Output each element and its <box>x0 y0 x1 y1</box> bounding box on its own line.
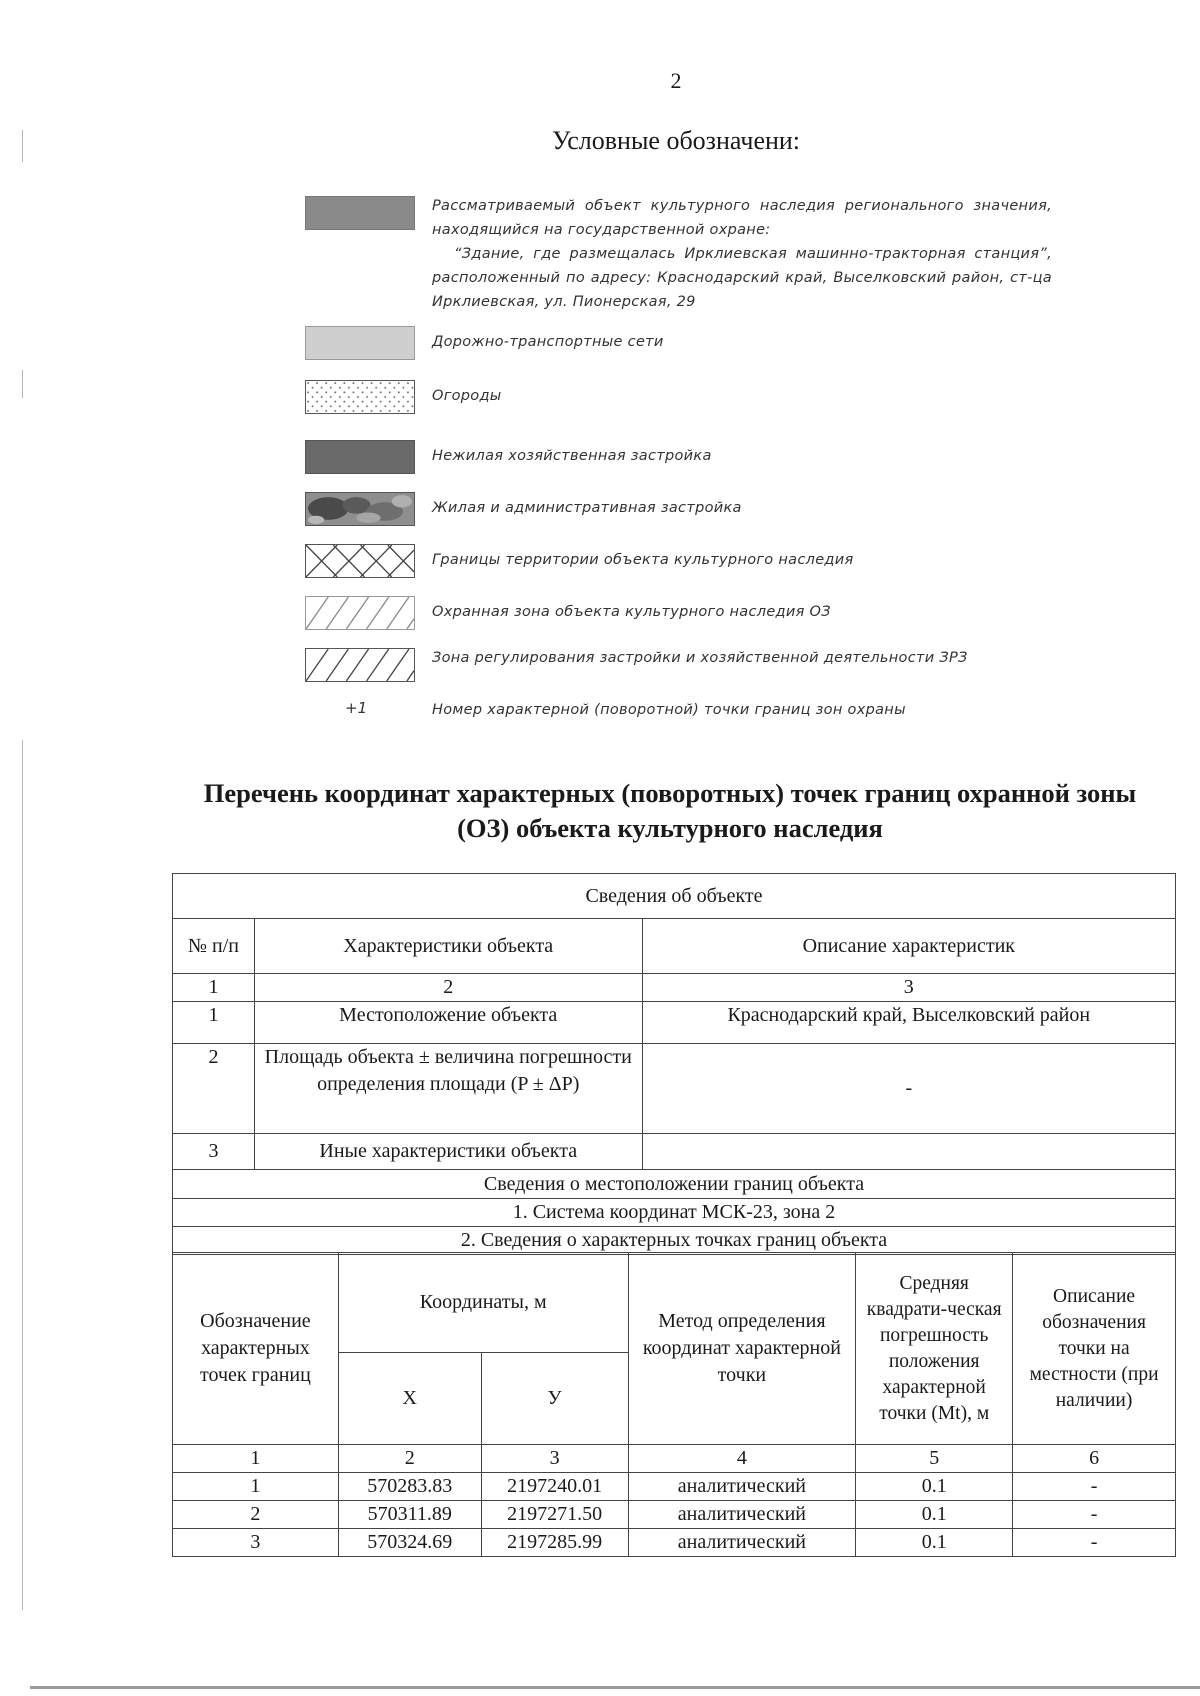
legend-text: Номер характерной (поворотной) точки границ зон охраны <box>432 702 906 718</box>
crosshatch-swatch-icon <box>305 544 415 578</box>
dotted-swatch-icon <box>305 380 415 414</box>
column-header: Описание характеристик <box>642 919 1175 974</box>
dark-gray-swatch-icon <box>305 440 415 474</box>
legend-text-address: “Здание, где размещалась Ирклиевская машинно-тракторная станция”, расположенный по адресу: Краснодарский край, Выселковский район, ст-ца Ирклиевская, ул. Пионерская, 29 <box>432 246 1052 310</box>
cell: - <box>1013 1529 1176 1557</box>
column-number: 2 <box>338 1445 481 1473</box>
legend-heading: Условные обозначени: <box>551 126 801 155</box>
cell: 0.1 <box>856 1501 1013 1529</box>
table-row <box>173 1501 1176 1529</box>
section-header: Сведения о местоположении границ объекта <box>173 1170 1176 1199</box>
cell: - <box>1013 1501 1176 1529</box>
legend-text: Охранная зона объекта культурного наследия ОЗ <box>432 604 831 620</box>
table-row <box>173 1529 1176 1557</box>
cell: 1 <box>173 1473 339 1501</box>
column-number: 3 <box>481 1445 628 1473</box>
column-number: 2 <box>254 974 642 1002</box>
section-header: 2. Сведения о характерных точках границ объекта <box>173 1227 1176 1255</box>
column-header: Координаты, м <box>338 1253 628 1353</box>
cell: - <box>1013 1473 1176 1501</box>
table-row <box>173 1134 1176 1170</box>
column-header: X <box>338 1353 481 1445</box>
cell <box>642 1134 1175 1170</box>
cell: Местоположение объекта <box>254 1002 642 1044</box>
cell: 0.1 <box>856 1529 1013 1557</box>
object-info-table <box>172 873 1176 1255</box>
column-header: Характеристики объекта <box>254 919 642 974</box>
column-number: 5 <box>856 1445 1013 1473</box>
table-row <box>173 1170 1176 1199</box>
table-row <box>173 1473 1176 1501</box>
column-header: Описание обозначения точки на местности (при наличии) <box>1013 1253 1176 1445</box>
cell: 2 <box>173 1044 255 1134</box>
column-header: Средняя квадрати-ческая погрешность положения характерной точки (Mt), м <box>856 1253 1013 1445</box>
column-number: 1 <box>173 974 255 1002</box>
table-row <box>173 974 1176 1002</box>
points-table <box>172 1252 1176 1557</box>
legend-text: Огороды <box>432 388 502 404</box>
column-number: 3 <box>642 974 1175 1002</box>
cell: 2197285.99 <box>481 1529 628 1557</box>
cell: Площадь объекта ± величина погрешности определения площади (P ± ΔP) <box>254 1044 642 1134</box>
cell: Краснодарский край, Выселковский район <box>642 1002 1175 1044</box>
legend-text: Зона регулирования застройки и хозяйственной деятельности ЗРЗ <box>432 650 968 666</box>
light-hatch-swatch-icon <box>305 596 415 630</box>
cell: 570283.83 <box>338 1473 481 1501</box>
table-row <box>173 1445 1176 1473</box>
table-row <box>173 1253 1176 1353</box>
table-row <box>173 1227 1176 1255</box>
table-row <box>173 919 1176 974</box>
cell: 2197240.01 <box>481 1473 628 1501</box>
solid-gray-swatch-icon <box>305 196 415 230</box>
scan-artifact <box>22 370 23 398</box>
section-header: 1. Система координат МСК-23, зона 2 <box>173 1199 1176 1227</box>
cell: 3 <box>173 1134 255 1170</box>
scan-artifact <box>22 740 23 1610</box>
page-number: 2 <box>670 68 682 93</box>
cell: аналитический <box>628 1529 856 1557</box>
legend-text: Жилая и административная застройка <box>432 500 742 516</box>
column-number: 1 <box>173 1445 339 1473</box>
column-header: № п/п <box>173 919 255 974</box>
dark-hatch-swatch-icon <box>305 648 415 682</box>
cell: 0.1 <box>856 1473 1013 1501</box>
cell: 2197271.50 <box>481 1501 628 1529</box>
page-title: Перечень координат характерных (поворотных) точек границ охранной зоны (ОЗ) объекта культурного наследия <box>203 778 1137 843</box>
legend-text: Рассматриваемый объект культурного наследия регионального значения, находящийся на государственной охране: <box>432 198 1052 238</box>
cell: - <box>642 1044 1175 1134</box>
legend-text: Границы территории объекта культурного наследия <box>432 552 854 568</box>
table-row <box>173 1044 1176 1134</box>
cell: Иные характеристики объекта <box>254 1134 642 1170</box>
cell: аналитический <box>628 1473 856 1501</box>
cell: 1 <box>173 1002 255 1044</box>
column-header: Обозначение характерных точек границ <box>173 1253 339 1445</box>
legend-text: Дорожно-транспортные сети <box>432 334 664 350</box>
cell: 570311.89 <box>338 1501 481 1529</box>
cell: 2 <box>173 1501 339 1529</box>
cell: 3 <box>173 1529 339 1557</box>
column-number: 6 <box>1013 1445 1176 1473</box>
section-header: Сведения об объекте <box>173 874 1176 919</box>
column-header: Метод определения координат характерной точки <box>628 1253 856 1445</box>
table-row <box>173 1002 1176 1044</box>
column-header: У <box>481 1353 628 1445</box>
cell: 570324.69 <box>338 1529 481 1557</box>
table-row <box>173 874 1176 919</box>
mottled-swatch-icon <box>305 492 415 526</box>
light-gray-swatch-icon <box>305 326 415 360</box>
scan-artifact <box>30 1686 1200 1689</box>
table-row <box>173 1199 1176 1227</box>
column-number: 4 <box>628 1445 856 1473</box>
point-symbol: +1 <box>345 699 368 717</box>
cell: аналитический <box>628 1501 856 1529</box>
legend-text: Нежилая хозяйственная застройка <box>432 448 712 464</box>
